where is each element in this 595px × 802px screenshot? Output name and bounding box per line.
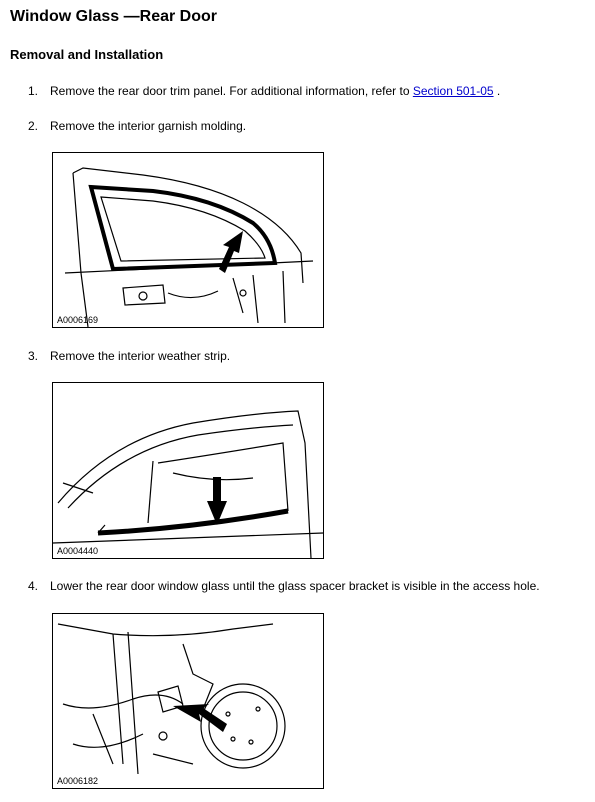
figure-code: A0004440 bbox=[57, 546, 99, 556]
figure-code: A0006169 bbox=[57, 315, 99, 325]
step-suffix: . bbox=[493, 84, 501, 98]
door-access-hole-illustration bbox=[53, 614, 323, 788]
step-3 bbox=[28, 349, 230, 363]
page-title: Window Glass —Rear Door bbox=[10, 8, 217, 25]
door-garnish-illustration bbox=[53, 153, 323, 327]
figure-garnish-molding bbox=[52, 152, 324, 328]
step-number: 4. bbox=[28, 579, 39, 593]
step-text: Remove the interior weather strip. bbox=[50, 349, 231, 363]
step-4 bbox=[28, 579, 540, 593]
step-1 bbox=[28, 84, 500, 98]
figure-spacer-bracket bbox=[52, 613, 324, 789]
step-text: Remove the rear door trim panel. For additional information, refer to bbox=[50, 84, 413, 98]
door-weather-strip-illustration bbox=[53, 383, 323, 558]
step-text: Remove the interior garnish molding. bbox=[50, 119, 247, 133]
figure-weather-strip bbox=[52, 382, 324, 559]
section-link[interactable]: Section 501-05 bbox=[412, 84, 494, 98]
step-text: Lower the rear door window glass until the glass spacer bracket is visible in the access hole. bbox=[50, 579, 540, 593]
step-number: 3. bbox=[28, 349, 39, 363]
step-number: 1. bbox=[28, 84, 39, 98]
step-number: 2. bbox=[28, 119, 39, 133]
figure-code: A0006182 bbox=[57, 776, 99, 786]
step-2 bbox=[28, 119, 246, 133]
section-heading: Removal and Installation bbox=[10, 47, 164, 62]
